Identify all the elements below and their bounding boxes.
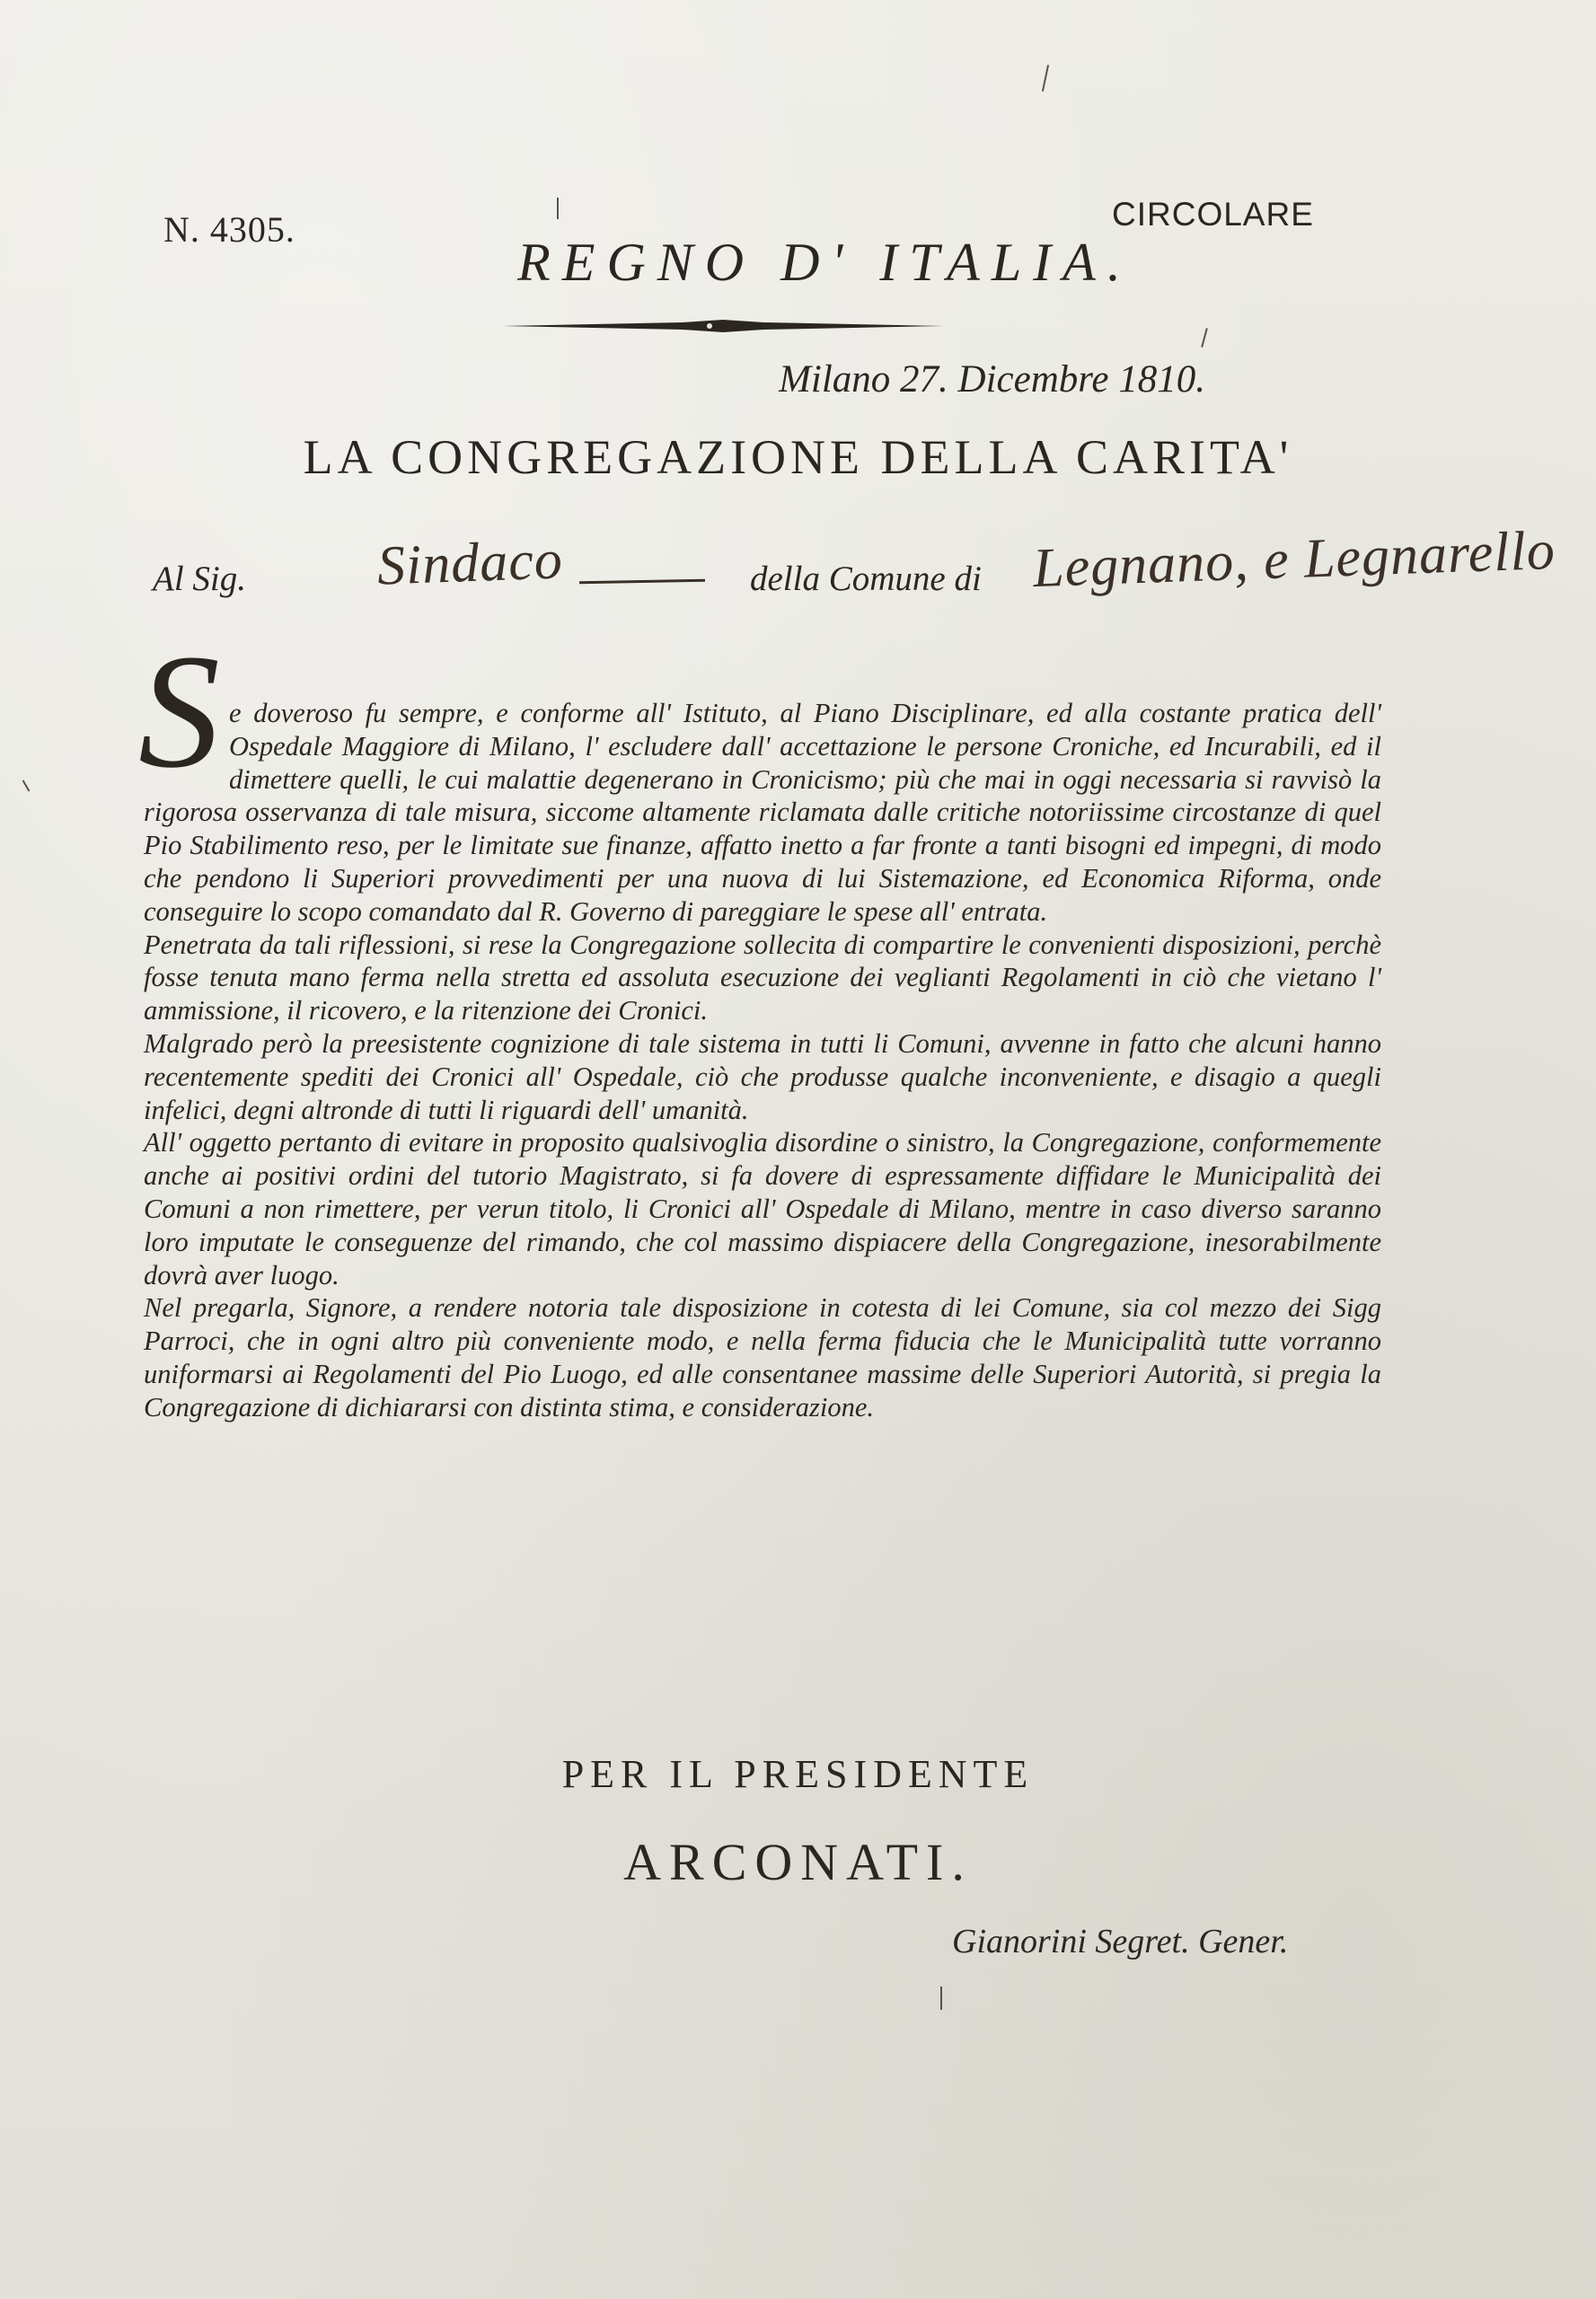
paper-mark: [557, 198, 559, 219]
ornamental-rule: [503, 318, 943, 334]
document-number: N. 4305.: [163, 209, 295, 250]
letter-body: [138, 621, 1381, 1424]
title-text: REGNO D' ITALIA.: [517, 233, 1133, 292]
body-paragraph: [138, 621, 1381, 929]
paper-mark: [940, 1986, 942, 2010]
president-name: ARCONATI.: [623, 1833, 973, 1891]
body-paragraph: All' oggetto pertanto di evitare in proposito qualsivoglia disordine o sinistro, la Congregazione, conformemente anche ai positivi ordini del tutorio Magistrato, si fa dovere di espressamente diffidare le Municipalità dei Comuni a non rimettere, per verun titolo, li Cronici all' Ospedale di Milano, mentre in caso diverso saranno loro imputate le conseguenze del rimando, che col massimo dispiacere della Congregazione, inesorabilmente dovrà aver luogo.: [144, 1127, 1381, 1290]
circular-label: CIRCOLARE: [1112, 196, 1314, 233]
handwritten-place: Legnano, e Legnarello: [1031, 519, 1556, 600]
document-date: Milano 27. Dicembre 1810.: [779, 358, 1205, 401]
comune-label: della Comune di: [750, 559, 982, 598]
drop-cap: S: [138, 621, 220, 802]
issuer-heading: LA CONGREGAZIONE DELLA CARITA': [303, 430, 1293, 484]
body-paragraph: Penetrata da tali riflessioni, si rese la Congregazione sollecita di compartire le convenienti disposizioni, perchè fosse tenuta mano ferma nella stretta ed assoluta esecuzione dei veglianti Regolamenti in ciò che vietano l' ammissione, il ricovero, e la ritenzione dei Cronici.: [144, 929, 1381, 1026]
handwritten-dash: [579, 579, 705, 584]
secretary-signature: Gianorini Segret. Gener.: [952, 1923, 1289, 1960]
paper-mark: [22, 780, 31, 791]
per-presidente: PER IL PRESIDENTE: [561, 1752, 1035, 1796]
salutation: Al Sig.: [153, 559, 246, 598]
paper-mark: [1042, 65, 1049, 92]
paragraph-text: e doveroso fu sempre, e conforme all' Istituto, al Piano Disciplinare, ed alla costante pratica dell' Ospedale Maggiore di Milano, l' escludere dall' accettazione le persone Croniche, ed Incurabili, ed il dimettere quelli, le cui malattie degenerano in Cronicismo; più che mai in oggi necessaria si ravvisò la rigorosa osservanza di tale misura, siccome altamente riclamata dalle critiche notoriissime circostanze di quel Pio Stabilimento reso, per le limitate sue finanze, affatto inetto a far fronte a tanti bisogni ed impegni, di modo che pendono li Superiori provvedimenti per una nuova di lui Sistemazione, ed Economica Riforma, onde conseguire lo scopo comandato dal R. Governo di pareggiare le spese all' entrata.: [144, 698, 1381, 927]
paper-mark: [1201, 328, 1208, 348]
body-paragraph: Malgrado però la preesistente cognizione di tale sistema in tutti li Comuni, avvenne in fatto che alcuni hanno recentemente spediti dei Cronici all' Ospedale, ciò che produsse qualche inconveniente, e disagio a quegli infelici, degni altronde di tutti li riguardi dell' umanità.: [144, 1027, 1381, 1125]
body-paragraph: Nel pregarla, Signore, a rendere notoria tale disposizione in cotesta di lei Comune, sia col mezzo dei Sigg Parroci, che in ogni altro più conveniente modo, e nella ferma fiducia che le Municipalità tutte vorranno uniformarsi ai Regolamenti del Pio Luogo, ed alle consentanee massime delle Superiori Autorità, si pregia la Congregazione di dichiararsi con distinta stima, e considerazione.: [144, 1292, 1381, 1423]
handwritten-title: Sindaco: [375, 529, 564, 597]
document-title: [0, 232, 1596, 294]
